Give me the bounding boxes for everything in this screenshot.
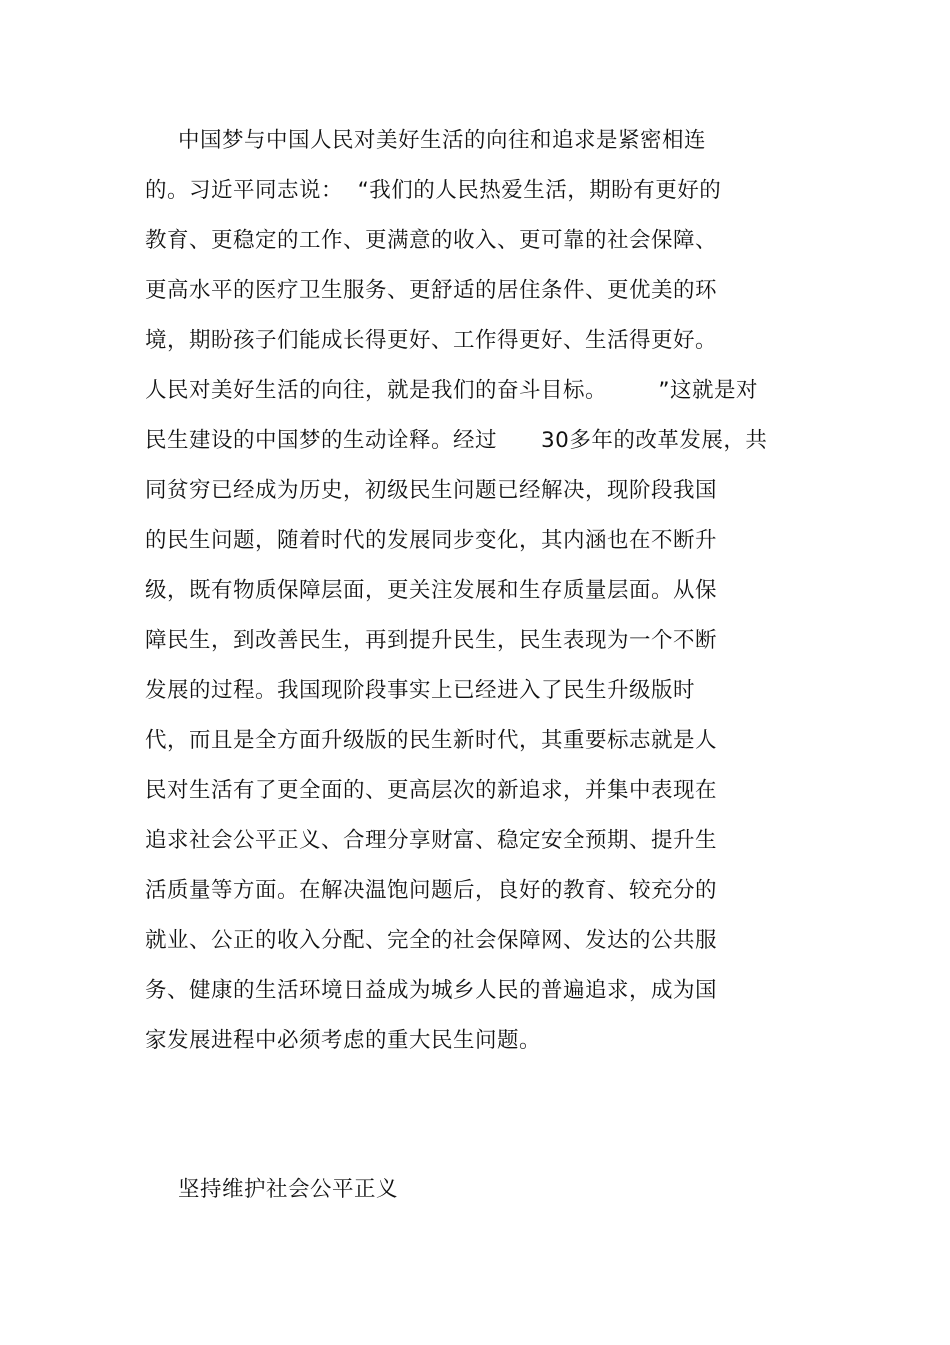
paragraph-line: 障民生，到改善民生，再到提升民生，民生表现为一个不断 <box>145 628 718 653</box>
paragraph-line: 教育、更稳定的工作、更满意的收入、更可靠的社会保障、 <box>145 228 718 253</box>
paragraph-line: 更高水平的医疗卫生服务、更舒适的居住条件、更优美的环 <box>145 278 718 303</box>
paragraph-line: 发展的过程。我国现阶段事实上已经进入了民生升级版时 <box>145 678 696 703</box>
paragraph-line: 务、健康的生活环境日益成为城乡人民的普遍追求，成为国 <box>145 978 718 1003</box>
paragraph-line: 的民生问题，随着时代的发展同步变化，其内涵也在不断升 <box>145 528 718 553</box>
paragraph-line: 中国梦与中国人民对美好生活的向往和追求是紧密相连 <box>178 128 707 153</box>
paragraph-line: 同贫穷已经成为历史，初级民生问题已经解决，现阶段我国 <box>145 478 718 503</box>
paragraph-line: 人民对美好生活的向往，就是我们的奋斗目标。 ”这就是对 <box>145 378 758 403</box>
paragraph-line: 代，而且是全方面升级版的民生新时代，其重要标志就是人 <box>145 728 718 753</box>
paragraph-line: 民对生活有了更全面的、更高层次的新追求，并集中表现在 <box>145 778 718 803</box>
paragraph-line: 家发展进程中必须考虑的重大民生问题。 <box>145 1028 542 1053</box>
paragraph-line: 级，既有物质保障层面，更关注发展和生存质量层面。从保 <box>145 578 718 603</box>
paragraph-line: 境，期盼孩子们能成长得更好、工作得更好、生活得更好。 <box>145 328 718 353</box>
paragraph-line: 活质量等方面。在解决温饱问题后，良好的教育、较充分的 <box>145 878 718 903</box>
paragraph-line: 追求社会公平正义、合理分享财富、稳定安全预期、提升生 <box>145 828 718 853</box>
paragraph-line: 民生建设的中国梦的生动诠释。经过 30多年的改革发展，共 <box>145 428 768 453</box>
section-heading: 坚持维护社会公平正义 <box>178 1177 399 1202</box>
paragraph-line: 的。习近平同志说： “我们的人民热爱生活，期盼有更好的 <box>145 178 722 203</box>
paragraph-line: 就业、公正的收入分配、完全的社会保障网、发达的公共服 <box>145 928 718 953</box>
